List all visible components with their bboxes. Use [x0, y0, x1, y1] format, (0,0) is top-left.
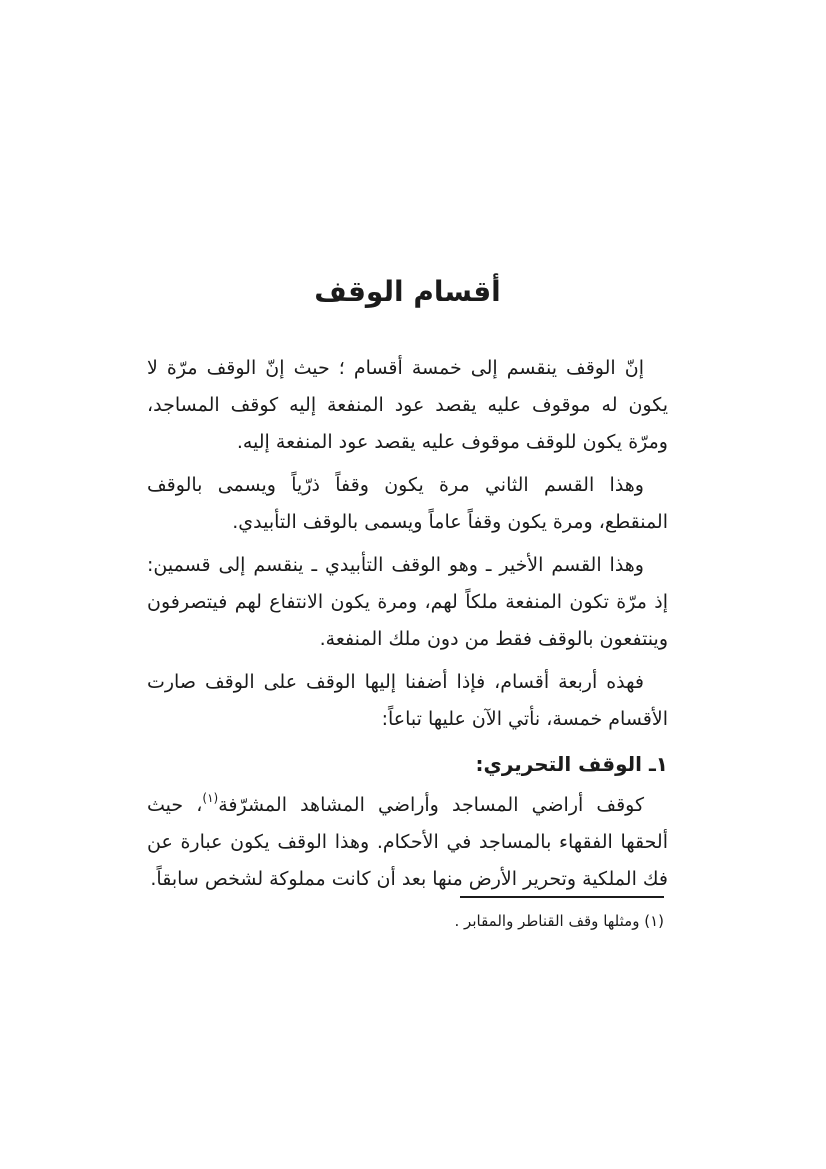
footnote-ref-marker: (١) [202, 790, 219, 805]
paragraph-1: إنّ الوقف ينقسم إلى خمسة أقسام ؛ حيث إنّ الوقف مرّة لا يكون له موقوف عليه يقصد عود المنفعة إليه كوقف المساجد، ومرّة يكون للوقف موقوف عليه يقصد عود المنفعة إليه. [147, 357, 668, 453]
paragraph-4: فهذه أربعة أقسام، فإذا أضفنا إليها الوقف على الوقف صارت الأقسام خمسة، نأتي الآن عليها تباعاً: [147, 671, 668, 730]
paragraph-3: وهذا القسم الأخير ـ وهو الوقف التأبيدي ـ ينقسم إلى قسمين: إذ مرّة تكون المنفعة ملكاً لهم، ومرة يكون الانتفاع لهم فيتصرفون وينتفعون بالوقف فقط من دون ملك المنفعة. [147, 554, 668, 650]
paragraph-5 [147, 787, 668, 898]
footnote-text: (١) ومثلها وقف القناطر والمقابر . [454, 912, 664, 930]
text-after-footnote-ref: ، حيث ألحقها الفقهاء بالمساجد في الأحكام. وهذا الوقف يكون عبارة عن فك الملكية وتحرير الأرض منها بعد أن كانت مملوكة لشخص سابقاً. [147, 794, 668, 890]
footnote-area [284, 896, 664, 932]
text-block [147, 0, 668, 904]
body-text [147, 350, 668, 898]
section-heading: ١ـ الوقف التحريري: [475, 752, 668, 776]
footnote-separator-rule [460, 896, 664, 898]
paragraph-2: وهذا القسم الثاني مرة يكون وقفاً ذرّياً ويسمى بالوقف المنقطع، ومرة يكون وقفاً عاماً ويسمى بالوقف التأبيدي. [147, 474, 668, 533]
page-title: أقسام الوقف [314, 275, 501, 308]
text-before-footnote-ref: كوقف أراضي المساجد وأراضي المشاهد المشرّفة [218, 794, 645, 816]
